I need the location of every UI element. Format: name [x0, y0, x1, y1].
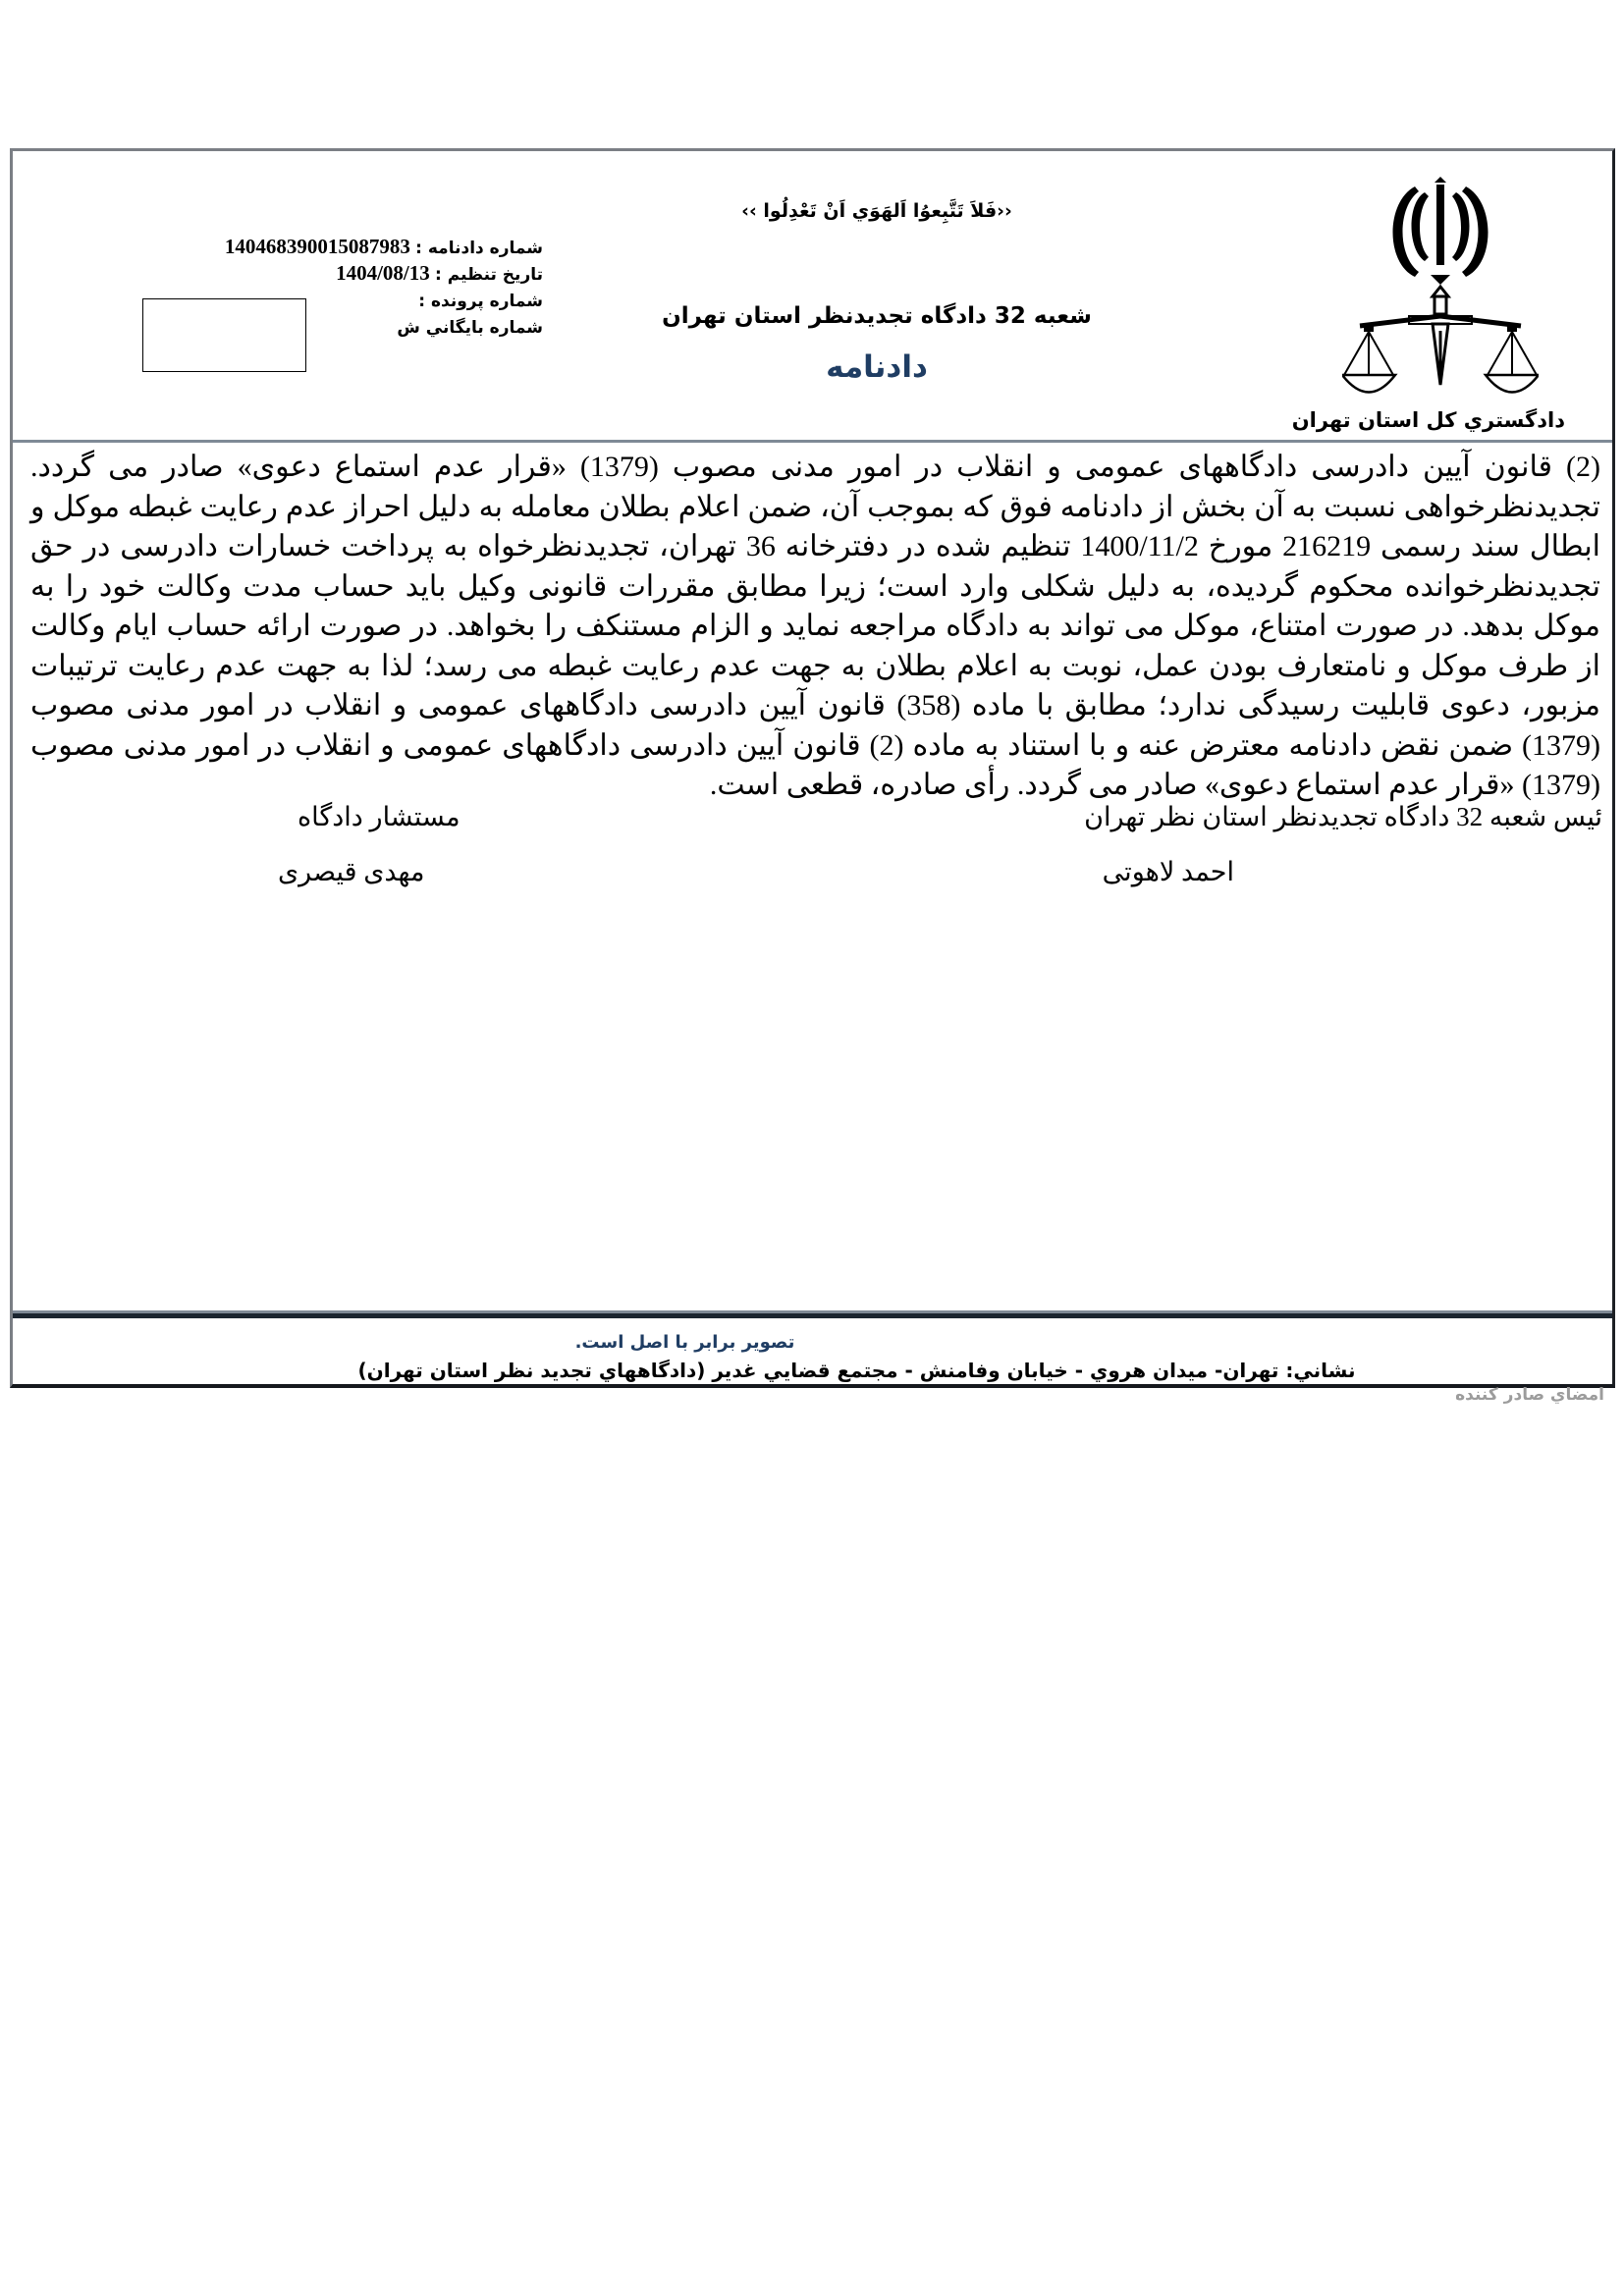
verdict-body — [30, 448, 1600, 806]
signature-name-counselor: مهدی قیصری — [278, 857, 425, 886]
emblem-caption: دادگستري كل استان تهران — [1291, 408, 1565, 432]
verdict-paragraph: (2) قانون آیین دادرسی دادگاههای عمومی و انقلاب در امور مدنی مصوب (1379) «قرار عدم استماع دعوی» صادر می گردد. تجدیدنظرخواهی نسبت به آن بخش از دادنامه فوق که بموجب آن، ضمن اعلام بطلان معامله به دلیل احراز عدم رعایت غبطه موکل و ابطال سند رسمی 216219 مورخ 1400/11/2 تنظیم شده در دفترخانه 36 تهران، تجدیدنظرخواه به پرداخت خسارات دادرسی در حق تجدیدنظرخوانده محکوم گردیده، به دلیل شکلی وارد است؛ زیرا مطابق مقررات قانونی وکیل باید حساب مدت وکالت خود را به موکل بدهد. در صورت امتناع، موکل می تواند به دادگاه مراجعه نماید و الزام مستنکف را بخواهد. در صورت ارائه حساب ایام وکالت از طرف موکل و نامتعارف بودن عمل، نوبت به اعلام بطلان به جهت عدم رعایت غبطه می رسد؛ لذا به جهت عدم رعایت ترتیبات مزبور، دعوی قابلیت رسیدگی ندارد؛ مطابق با ماده (358) قانون آیین دادرسی دادگاههای عمومی و انقلاب در امور مدنی مصوب (1379) ضمن نقض دادنامه معترض عنه و با استناد به ماده (2) قانون آیین دادرسی دادگاههای عمومی و انقلاب در امور مدنی مصوب (1379) «قرار عدم استماع دعوی» صادر می گردد. رأی صادره، قطعی است. — [30, 451, 1601, 801]
document-footer — [13, 1313, 1612, 1384]
header-verse: ‹‹فَلاَ تَتَّبِعوُا اَلهَوَي اَنْ تَعْدِلُوا ›› — [741, 200, 1012, 222]
signature-title-counselor: مستشار دادگاه — [298, 802, 460, 831]
court-branch-name: شعبه 32 دادگاه تجديدنظر استان تهران — [662, 303, 1092, 329]
case-number-label: شماره پرونده : — [418, 292, 543, 311]
court-address: نشاني: تهران- ميدان هروي - خيابان وفامنش - مجتمع قضايي غدير (دادگاههاي تجديد نظر استان تهران) — [357, 1359, 1356, 1382]
verdict-number-label: شماره دادنامه : — [415, 239, 543, 258]
issue-date-label: تاريخ تنظيم : — [435, 265, 543, 285]
issue-date-row — [140, 261, 543, 288]
document-header — [13, 151, 1612, 443]
redaction-box — [142, 298, 306, 372]
verdict-number-value: 140468390015087983 — [224, 235, 410, 258]
certified-copy-note: تصوير برابر با اصل است. — [574, 1332, 795, 1353]
verdict-number-row — [140, 235, 543, 261]
document-title: دادنامه — [826, 349, 928, 385]
judiciary-scales-emblem-icon — [1342, 169, 1539, 395]
verdict-document-frame — [10, 148, 1615, 1405]
issue-date-value: 1404/08/13 — [336, 261, 430, 285]
signature-name-chief-judge: احمد لاهوتی — [1102, 857, 1234, 886]
archive-number-label: شماره بايگاني ش — [397, 318, 543, 338]
signature-title-chief-judge: ئیس شعبه 32 دادگاه تجدیدنظر استان نظر تهران — [1084, 802, 1602, 831]
issuer-signature-label: امضاي صادر كننده — [1455, 1385, 1604, 1405]
emblem-block — [1291, 169, 1573, 434]
